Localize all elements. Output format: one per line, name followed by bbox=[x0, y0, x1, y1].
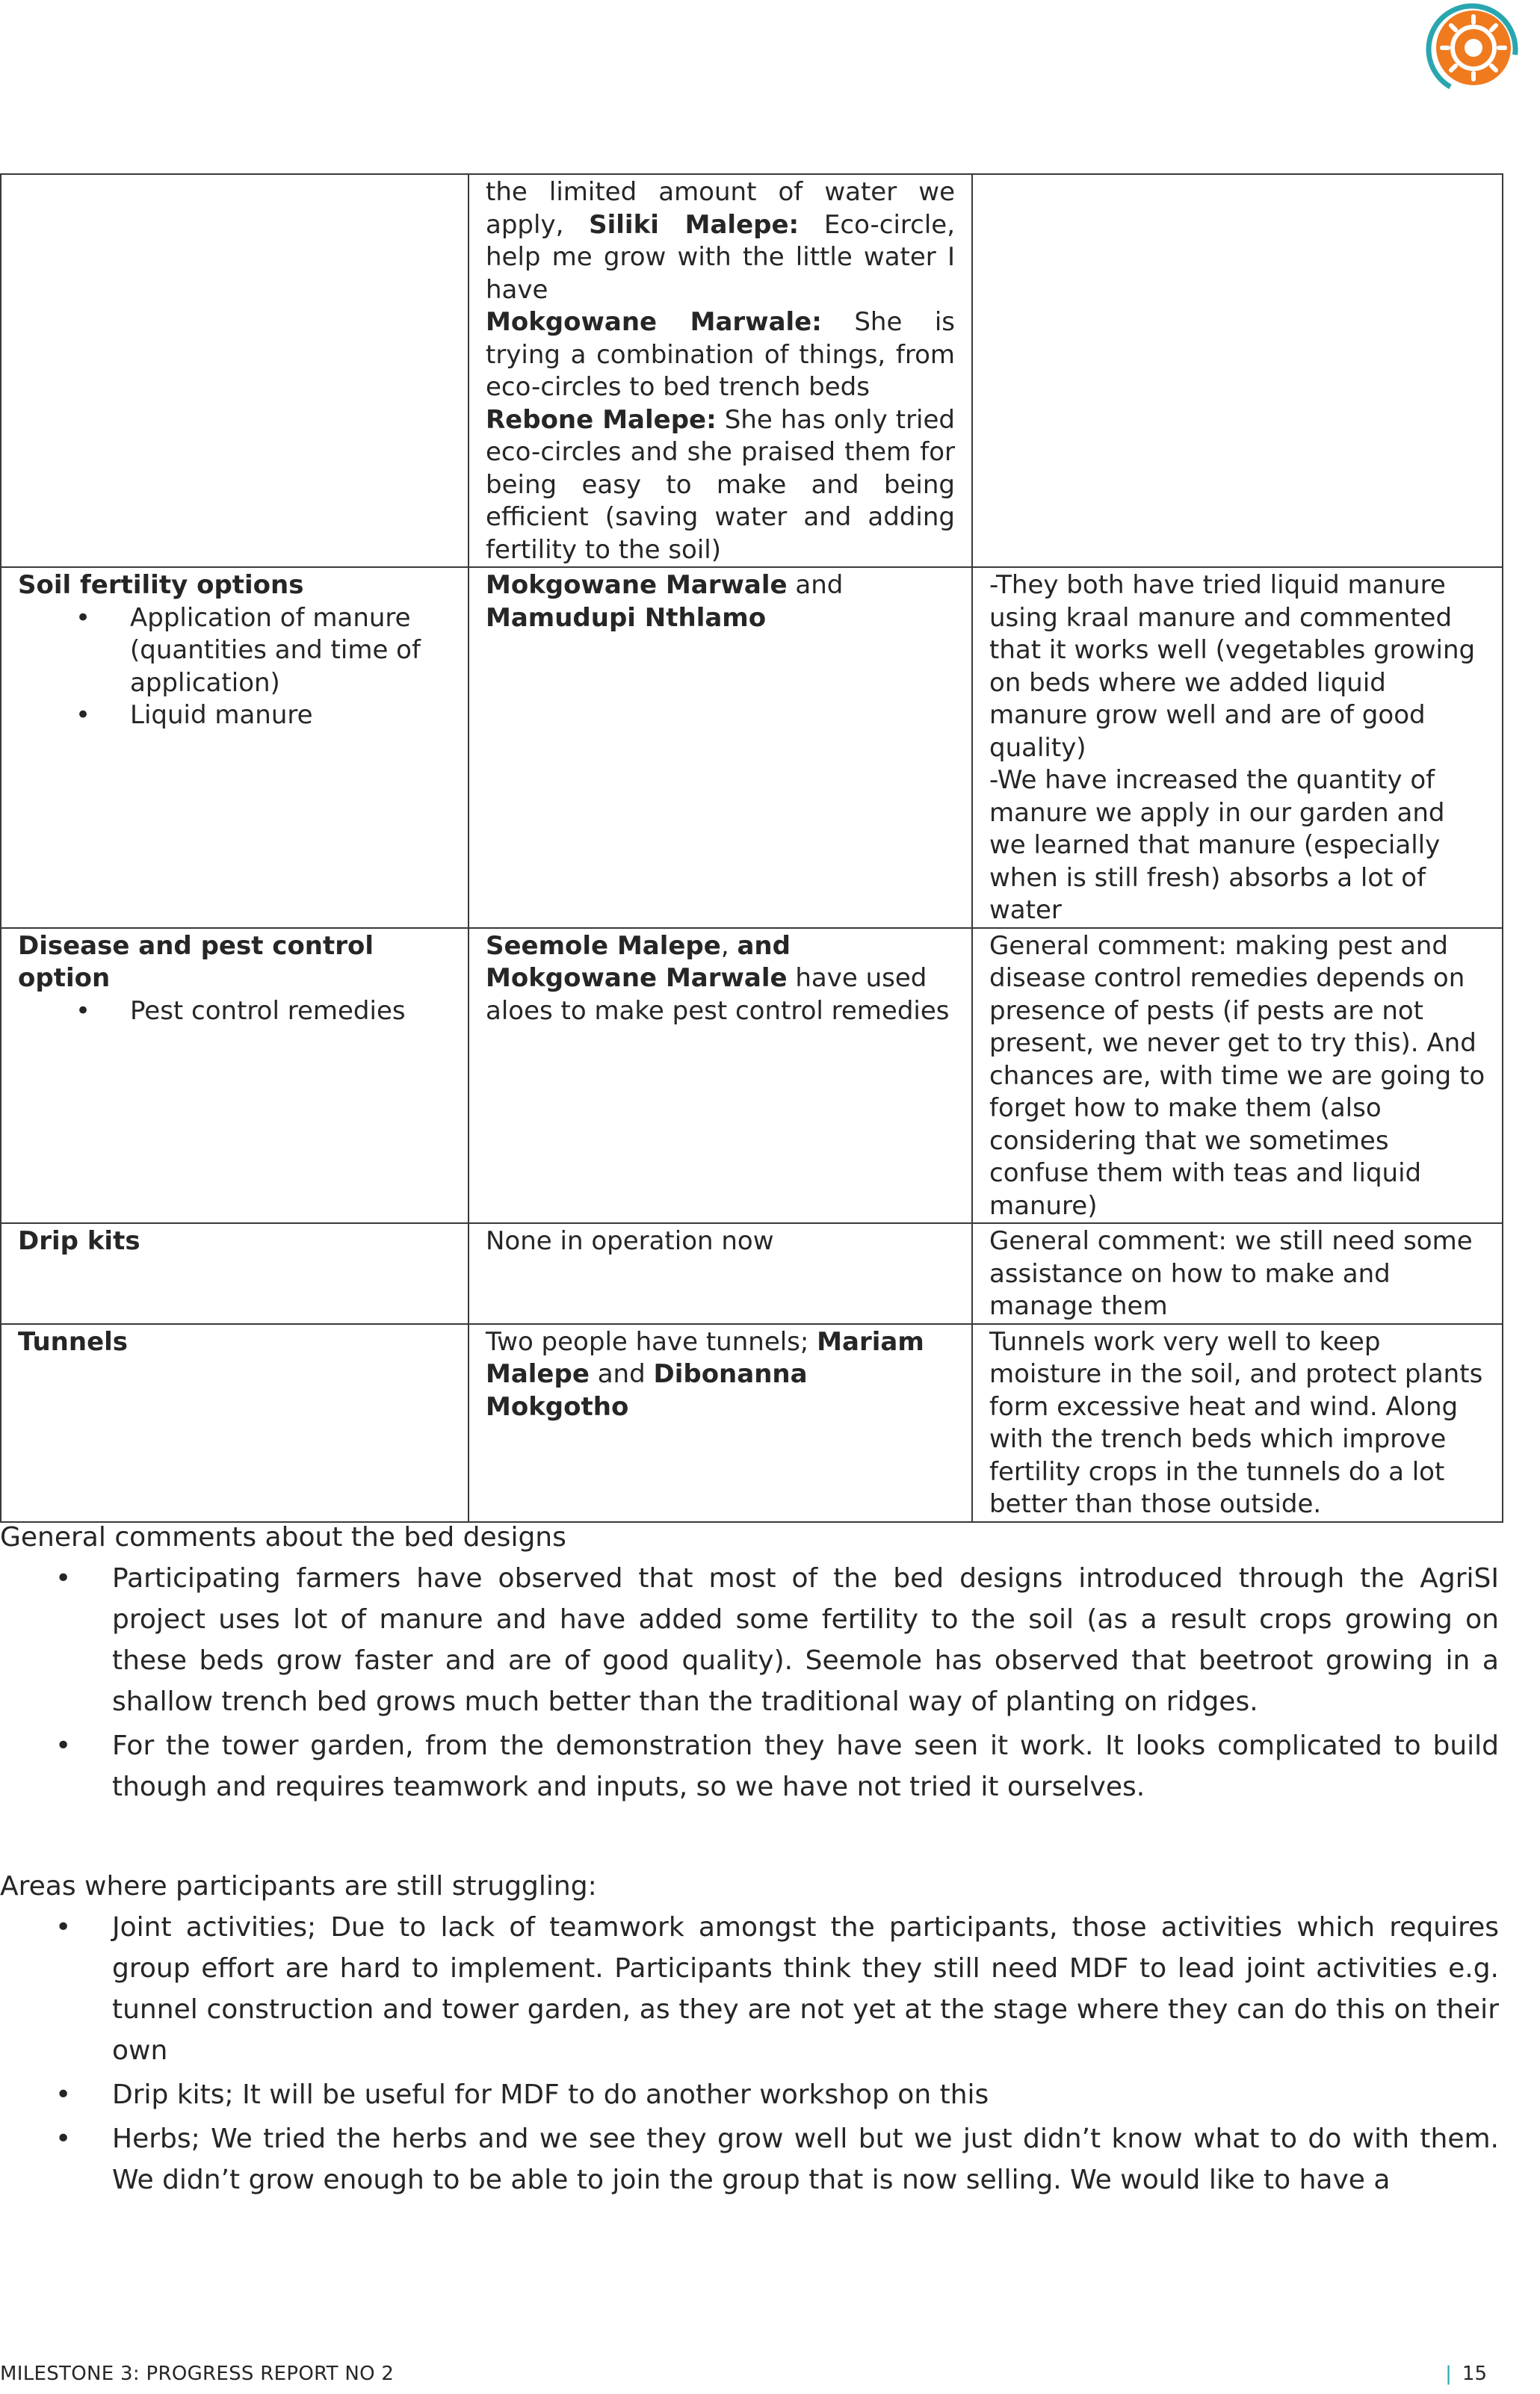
list-item: • Pest control remedies bbox=[130, 995, 451, 1028]
cell-text: General comment: making pest and disease control remedies depends on presence of pests (if pests are not present, we never get to try this). And chances are, with time we are going to forget how to make them (also considering that we sometimes confuse them with teas and liquid manure) bbox=[989, 930, 1485, 1221]
topic-list bbox=[18, 602, 451, 732]
cell-text: -They both have tried liquid manure using kraal manure and commented that it works well (vegetables growing on beds where we added liquid manure grow well and are of good quality) bbox=[989, 570, 1476, 763]
comment-cell bbox=[972, 567, 1503, 928]
table-row bbox=[1, 567, 1503, 928]
page-number: 15 bbox=[1462, 2363, 1487, 2385]
topic-title: Disease and pest control option bbox=[18, 930, 374, 993]
topic-list bbox=[18, 995, 451, 1028]
comment-cell bbox=[972, 1223, 1503, 1324]
page-number-block bbox=[1445, 2363, 1487, 2385]
cell-text: and bbox=[589, 1359, 654, 1389]
cell-text: Two people have tunnels; bbox=[486, 1326, 817, 1357]
topic-cell bbox=[1, 567, 469, 928]
cell-text: have used aloes to make pest control remedies bbox=[486, 963, 950, 1026]
topic-title: Tunnels bbox=[18, 1326, 129, 1357]
cell-text: Tunnels work very well to keep moisture in the soil, and protect plants form excessive heat and wind. Along with the trench beds which improve fertility crops in the tunnels do a lot better than those outside. bbox=[989, 1326, 1483, 1519]
participants-cell bbox=[469, 174, 972, 567]
general-comments-list bbox=[0, 1558, 1499, 1807]
participants-cell bbox=[469, 567, 972, 928]
topic-cell bbox=[1, 1223, 469, 1324]
findings-table bbox=[0, 173, 1503, 1523]
cell-text: , bbox=[720, 930, 737, 961]
table-row bbox=[1, 1223, 1503, 1324]
participant-name: Mamudupi Nthlamo bbox=[486, 602, 767, 633]
list-item: • Participating farmers have observed that most of the bed designs introduced through the AgriSI project uses lot of manure and have added some fertility to the soil (as a result crops growing on these beds grow faster and are of good quality). Seemole has observed that beetroot growing in a shallow trench bed grows much better than the traditional way of planting on ridges. bbox=[112, 1558, 1499, 1722]
topic-cell bbox=[1, 928, 469, 1224]
topic-cell bbox=[1, 1324, 469, 1522]
participant-name: Seemole Malepe bbox=[486, 930, 721, 961]
table-row bbox=[1, 174, 1503, 567]
participant-name: Rebone Malepe: bbox=[486, 404, 717, 435]
topic-title: Drip kits bbox=[18, 1226, 140, 1256]
cell-text: Eco-circle, help me grow with the little water I have bbox=[486, 209, 956, 305]
participant-name: and Mokgowane Marwale bbox=[486, 930, 791, 993]
footer-title: MILESTONE 3: PROGRESS REPORT NO 2 bbox=[0, 2363, 395, 2385]
table-row bbox=[1, 928, 1503, 1224]
comment-cell bbox=[972, 928, 1503, 1224]
topic-title: Soil fertility options bbox=[18, 570, 304, 600]
general-comments-heading: General comments about the bed designs bbox=[0, 1522, 566, 1553]
cell-text: She is trying a combination of things, from eco-circles to bed trench beds bbox=[486, 307, 956, 402]
sun-logo-icon bbox=[1417, 0, 1527, 111]
participant-name: Siliki Malepe: bbox=[589, 209, 800, 240]
participant-name: Mokgowane Marwale: bbox=[486, 307, 822, 337]
general-comments-section bbox=[0, 1517, 1499, 1810]
participants-cell bbox=[469, 928, 972, 1224]
topic-cell bbox=[1, 174, 469, 567]
list-item: • Herbs; We tried the herbs and we see they grow well but we just didn’t know what to do with them. We didn’t grow enough to be able to join the group that is now selling. We would like to have a bbox=[112, 2118, 1499, 2200]
list-item: • Liquid manure bbox=[130, 699, 451, 732]
cell-text: General comment: we still need some assistance on how to make and manage them bbox=[989, 1226, 1473, 1321]
list-item: • Drip kits; It will be useful for MDF to do another workshop on this bbox=[112, 2074, 1499, 2115]
comment-cell bbox=[972, 1324, 1503, 1522]
cell-text: the limited amount of water we apply, bbox=[486, 177, 955, 240]
cell-text: -We have increased the quantity of manure we apply in our garden and we learned that manure (especially when is still fresh) absorbs a lot of water bbox=[989, 765, 1445, 925]
cell-text: None in operation now bbox=[486, 1226, 774, 1256]
participants-cell bbox=[469, 1324, 972, 1522]
table-row bbox=[1, 1324, 1503, 1522]
participant-name: Dibonanna Mokgotho bbox=[486, 1359, 808, 1422]
comment-cell bbox=[972, 174, 1503, 567]
cell-text: She has only tried eco-circles and she praised them for being easy to make and being efficient (saving water and adding fertility to the soil) bbox=[486, 404, 955, 565]
participant-name: Mokgowane Marwale bbox=[486, 570, 788, 600]
struggles-section bbox=[0, 1866, 1499, 2203]
footer-separator: | bbox=[1445, 2363, 1452, 2385]
list-item: • For the tower garden, from the demonstration they have seen it work. It looks complicated to build though and requires teamwork and inputs, so we have not tried it ourselves. bbox=[112, 1725, 1499, 1807]
struggles-list bbox=[0, 1907, 1499, 2200]
list-item: • Joint activities; Due to lack of teamwork amongst the participants, those activities which requires group effort are hard to implement. Participants think they still need MDF to lead joint activities e.g. tunnel construction and tower garden, as they are not yet at the stage where they can do this on their own bbox=[112, 1907, 1499, 2071]
participant-name: Mariam Malepe bbox=[486, 1326, 924, 1389]
cell-text: and bbox=[787, 570, 844, 600]
list-item: • Application of manure (quantities and time of application) bbox=[130, 602, 451, 700]
struggles-heading: Areas where participants are still struggling: bbox=[0, 1871, 597, 1902]
participants-cell bbox=[469, 1223, 972, 1324]
